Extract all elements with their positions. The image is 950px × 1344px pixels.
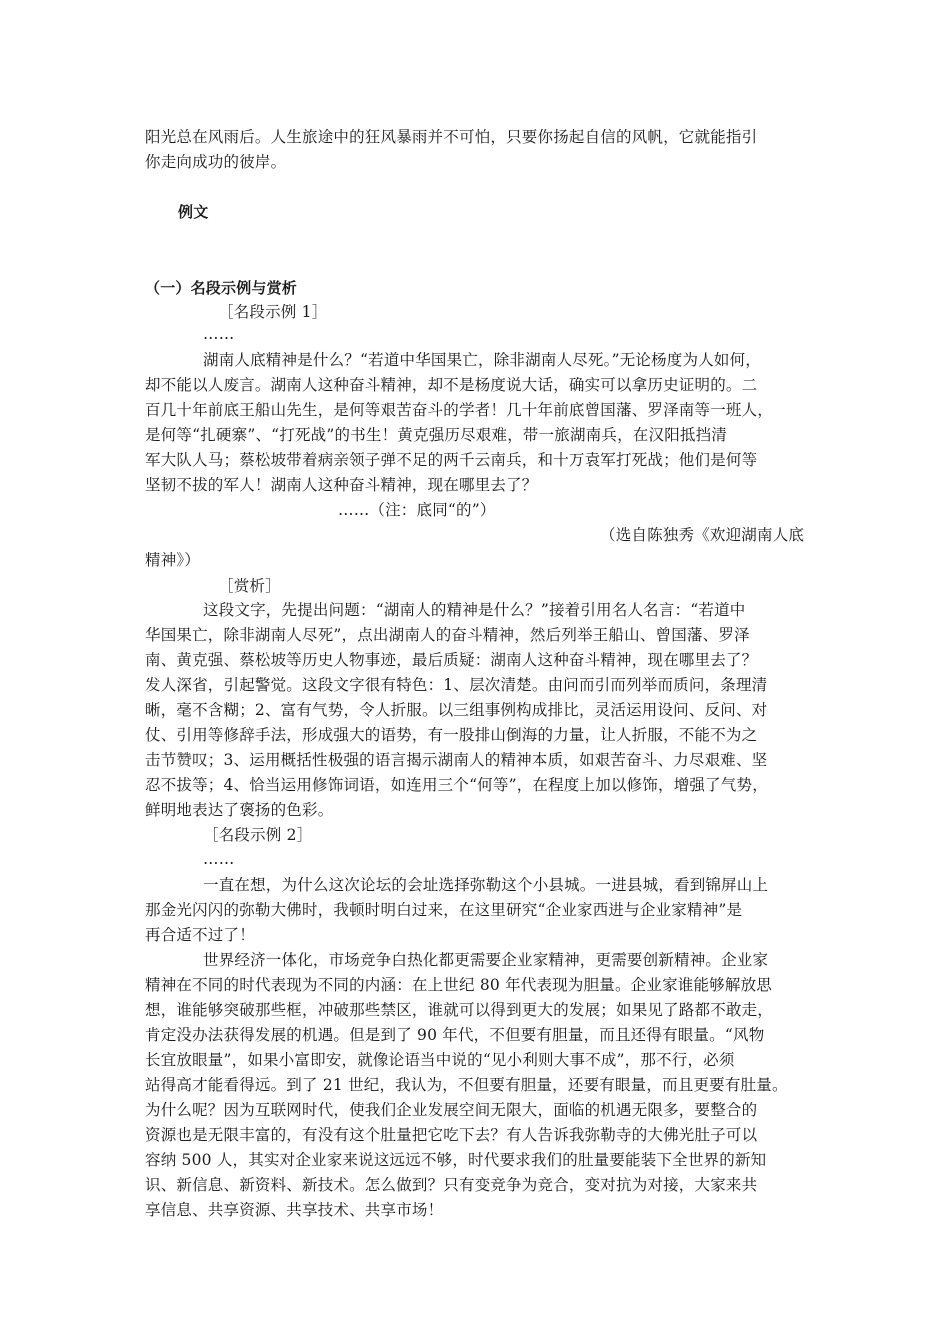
- paragraph-line: 站得高才能看得远。到了 21 世纪，我认为，不但要有胆量，还要有眼量，而且更要有肚量。: [145, 1076, 788, 1094]
- paragraph-line: 世界经济一体化，市场竞争白热化都更需要企业家精神，更需要创新精神。企业家: [203, 951, 769, 969]
- analysis-label: ［赏析］: [218, 577, 281, 595]
- paragraph-line: 华国果亡，除非湖南人尽死”，点出湖南人的奋斗精神，然后列举王船山、曾国藩、罗泽: [145, 626, 750, 644]
- paragraph-line: 鲜明地表达了褒扬的色彩。: [145, 801, 334, 819]
- paragraph-line: 那金光闪闪的弥勒大佛时，我顿时明白过来，在这里研究“企业家西进与企业家精神”是: [145, 901, 743, 919]
- example2-label: ［名段示例 2］: [203, 826, 313, 844]
- paragraph-line: 是何等“扎硬寨”、“打死战”的书生！黄克强历尽艰难，带一旅湖南兵，在汉阳抵挡清: [145, 426, 727, 444]
- paragraph-line: 湖南人底精神是什么？“若道中华国果亡，除非湖南人尽死。”无论杨度为人如何，: [203, 351, 762, 369]
- paragraph-line: 忍不拔等；4、恰当运用修饰词语，如连用三个“何等”，在程度上加以修饰，增强了气势，: [145, 776, 768, 794]
- intro-line: 你走向成功的彼岸。: [145, 153, 287, 171]
- source-citation: （选自陈独秀《欢迎湖南人底: [600, 526, 805, 544]
- paragraph-line: 南、黄克强、蔡松坡等历史人物事迹，最后质疑：湖南人这种奋斗精神，现在哪里去了？: [145, 651, 758, 669]
- paragraph-line: 容纳 500 人，其实对企业家来说这远远不够，时代要求我们的肚量要能装下全世界的新知: [145, 1151, 767, 1169]
- source-citation: 精神》）: [145, 551, 201, 569]
- paragraph-line: 却不能以人废言。湖南人这种奋斗精神，却不是杨度说大话，确实可以拿历史证明的。二: [145, 376, 758, 394]
- paragraph-line: 坚韧不拔的军人！湖南人这种奋斗精神，现在哪里去了？: [145, 476, 538, 494]
- example1-label: ［名段示例 1］: [218, 303, 328, 321]
- paragraph-line: 长宜放眼量”，如果小富即安，就像论语当中说的“见小利则大事不成”，那不行，必须: [145, 1051, 735, 1069]
- paragraph-line: 击节赞叹；3、运用概括性极强的语言揭示湖南人的精神本质，如艰苦奋斗、力尽艰难、坚: [145, 751, 768, 769]
- paragraph-line: 想，谁能够突破那些框，冲破那些禁区，谁就可以得到更大的发展；如果见了路都不敢走，: [145, 1001, 774, 1019]
- intro-line: 阳光总在风雨后。人生旅途中的狂风暴雨并不可怕，只要你扬起自信的风帆，它就能指引: [145, 128, 758, 146]
- paragraph-line: 精神在不同的时代表现为不同的内涵：在上世纪 80 年代表现为胆量。企业家谁能够解放思: [145, 976, 772, 994]
- example2-ellipsis: ……: [203, 850, 235, 868]
- paragraph-line: 资源也是无限丰富的，有没有这个肚量把它吃下去？有人告诉我弥勒寺的大佛光肚子可以: [145, 1126, 758, 1144]
- paragraph-line: 一直在想，为什么这次论坛的会址选择弥勒这个小县城。一进县城，看到锦屏山上: [203, 876, 769, 894]
- paragraph-line: 肯定没办法获得发展的机遇。但是到了 90 年代，不但要有胆量，而且还得有眼量。“风物: [145, 1026, 765, 1044]
- example-heading: 例文: [178, 203, 209, 221]
- example1-ellipsis: ……: [203, 325, 235, 343]
- paragraph-line: 为什么呢？因为互联网时代，使我们企业发展空间无限大，面临的机遇无限多，要整合的: [145, 1101, 758, 1119]
- paragraph-line: 军大队人马；蔡松坡带着病亲领子弹不足的两千云南兵，和十万袁军打死战；他们是何等: [145, 451, 758, 469]
- section-heading: （一）名段示例与赏析: [145, 279, 298, 297]
- paragraph-line: 这段文字，先提出问题：“湖南人的精神是什么？”接着引用名人名言：“若道中: [203, 601, 746, 619]
- paragraph-line: 再合适不过了！: [145, 926, 255, 944]
- paragraph-line: 晰，毫不含糊；2、富有气势，令人折服。以三组事例构成排比，灵活运用设问、反问、对: [145, 701, 768, 719]
- paragraph-line: 仗、引用等修辞手法，形成强大的语势，有一股排山倒海的力量，让人折服，不能不为之: [145, 726, 758, 744]
- paragraph-line: 发人深省，引起警觉。这段文字很有特色：1、层次清楚。由问而引而列举而质问，条理清: [145, 676, 768, 694]
- paragraph-line: 百几十年前底王船山先生，是何等艰苦奋斗的学者！几十年前底曾国藩、罗泽南等一班人，: [145, 401, 774, 419]
- paragraph-line: 享信息、共享资源、共享技术、共享市场！: [145, 1201, 444, 1219]
- footnote: ……（注：底同“的”）: [338, 501, 496, 519]
- paragraph-line: 识、新信息、新资料、新技术。怎么做到？只有变竞争为竞合，变对抗为对接，大家来共: [145, 1176, 758, 1194]
